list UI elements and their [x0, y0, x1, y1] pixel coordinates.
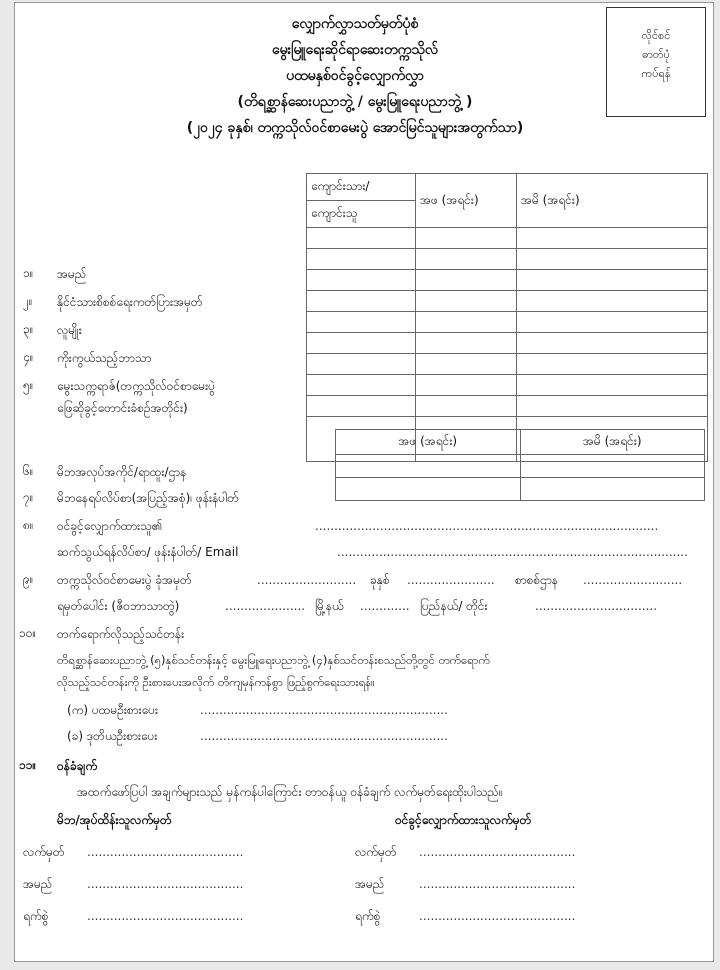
table-cell[interactable] — [517, 291, 708, 312]
table-cell[interactable] — [517, 333, 708, 354]
item-2-number: ၂။ — [23, 294, 33, 308]
table-cell[interactable] — [517, 270, 708, 291]
parent-name-label: အမည် — [23, 877, 53, 891]
item-3-label: လူမျိုး — [57, 323, 82, 337]
table-cell[interactable] — [517, 312, 708, 333]
item-8-label: ဝင်ခွင့်လျှောက်ထားသူ၏ — [57, 519, 163, 533]
item-10-para-2: လိုသည့်သင်တန်းကို ဦးစားပေးအလိုက် တိကျမှန်ကန်စွာ ဖြည့်စွက်ရေးသားရန်။ — [57, 675, 375, 689]
item-6-number: ၆။ — [23, 464, 34, 478]
table-cell[interactable] — [307, 333, 416, 354]
table-cell[interactable] — [416, 375, 517, 396]
item-5-label: မွေးသက္ကရာဇ်(တက္ကသိုလ်ဝင်စာမေးပွဲ — [57, 379, 216, 393]
table-cell[interactable] — [416, 396, 517, 417]
table-cell[interactable] — [416, 333, 517, 354]
table2-father-header: အဖ (အရင်း) — [336, 430, 521, 455]
photo-box — [606, 7, 706, 117]
table-cell[interactable] — [517, 375, 708, 396]
table-cell[interactable] — [336, 478, 521, 501]
table-cell[interactable] — [517, 249, 708, 270]
header-line-1: လျှောက်လွှာသတ်မှတ်ပုံစံ — [291, 16, 419, 32]
table-cell[interactable] — [416, 270, 517, 291]
table-cell[interactable] — [416, 354, 517, 375]
item-2-label: နိုင်ငံသားစိစစ်ရေးကတ်ပြားအမှတ် — [57, 295, 203, 309]
item-9-seat-fill[interactable]: .......................... — [257, 573, 357, 587]
header-line-5: (၂၀၂၄ ခုနှစ်၊ တက္ကသိုလ်ဝင်စာမေးပွဲ အောင်မြင်သူများအတွက်သာ) — [186, 120, 524, 136]
table-cell[interactable] — [520, 455, 705, 478]
parent-signature-title: မိဘ/အုပ်ထိန်းသူလက်မှတ် — [57, 813, 172, 827]
table-cell[interactable] — [307, 228, 416, 249]
item-9-seat-label: တက္ကသိုလ်ဝင်စာမေးပွဲ ခုံအမှတ် — [57, 573, 192, 587]
item-10-choice-a-fill[interactable]: ................................................................. — [200, 703, 448, 717]
table-cell[interactable] — [416, 249, 517, 270]
item-10-label: တက်ရောက်လိုသည့်သင်တန်း — [57, 627, 185, 641]
item-5-number: ၅။ — [23, 378, 34, 392]
item-5-label-cont: ဖြေဆိုခွင့်တောင်းခံစဉ်အတိုင်း) — [57, 401, 188, 415]
item-7-number: ၇။ — [23, 490, 34, 504]
table-cell[interactable] — [416, 228, 517, 249]
item-9-marks-label: ရမှတ်ပေါင်း (ဇီဝဘာသာတွဲ) — [57, 599, 180, 613]
item-9-center-label: စာစစ်ဌာန — [515, 573, 558, 587]
item-9-township-label: မြို့နယ် — [315, 599, 344, 613]
item-9-township-fill[interactable]: ............. — [360, 599, 410, 613]
table-cell[interactable] — [520, 478, 705, 501]
form-header — [105, 11, 605, 141]
table1-mother-header: အမိ (အရင်း) — [517, 174, 708, 228]
table-cell[interactable] — [416, 291, 517, 312]
item-4-label: ကိုးကွယ်သည့်ဘာသာ — [57, 351, 152, 365]
table1-student-header-2: ကျောင်းသူ — [307, 201, 416, 228]
parent-sign-fill[interactable]: ......................................... — [87, 845, 244, 859]
application-form-page — [14, 2, 714, 962]
item-9-state-fill[interactable]: ................................ — [535, 599, 658, 613]
photo-box-line-1: လိုင်စင် — [641, 29, 671, 42]
table1-father-header: အဖ (အရင်း) — [416, 174, 517, 228]
item-7-label: မိဘနေရပ်လိပ်စာ(အပြည့်အစုံ)၊ ဖုန်းနံပါတ် — [57, 491, 239, 505]
applicant-date-label: ရက်စွဲ — [355, 909, 381, 923]
item-9-number: ၉။ — [23, 572, 34, 586]
item-9-year-label: ခုနှစ် — [370, 573, 390, 587]
item-10-choice-b-fill[interactable]: ................................................................. — [200, 729, 448, 743]
table-cell[interactable] — [517, 354, 708, 375]
parent-name-fill[interactable]: ......................................... — [87, 877, 244, 891]
table1-student-header: ကျောင်းသား/ — [307, 174, 416, 201]
item-8-label-cont: ဆက်သွယ်ရန်လိပ်စာ/ ဖုန်းနံပါတ်/ Email — [57, 545, 239, 559]
item-10-para-1: တိရစ္ဆာန်ဆေးပညာဘွဲ့ (၅)နှစ်သင်တန်းနှင့် မွေးမြူရေးပညာဘွဲ့ (၄)နှစ်သင်တန်းစသည်တို့တွင် တက်ရောက် — [57, 653, 490, 667]
table-cell[interactable] — [336, 455, 521, 478]
parent-date-label: ရက်စွဲ — [23, 909, 49, 923]
header-line-4: (တိရစ္ဆာန်ဆေးပညာဘွဲ့ / မွေးမြူရေးပညာဘွဲ့ ) — [237, 94, 473, 110]
table-cell[interactable] — [416, 312, 517, 333]
item-10-number: ၁၀။ — [19, 626, 37, 640]
table-cell[interactable] — [307, 396, 416, 417]
applicant-name-fill[interactable]: ......................................... — [419, 877, 576, 891]
item-3-number: ၃။ — [23, 322, 34, 336]
item-9-year-fill[interactable]: ....................... — [407, 573, 495, 587]
table-cell[interactable] — [517, 396, 708, 417]
item-9-state-label: ပြည်နယ်/ တိုင်း — [420, 599, 488, 613]
parents-info-table — [335, 429, 705, 501]
header-line-2: မွေးမြူရေးဆိုင်ရာဆေးတက္ကသိုလ် — [272, 42, 438, 58]
item-11-declaration: အထက်ဖော်ပြပါ အချက်များသည် မှန်ကန်ပါကြောင်း တာဝန်ယူ ဝန်ခံချက် လက်မှတ်ရေးထိုးပါသည်။ — [77, 785, 503, 799]
applicant-name-label: အမည် — [355, 877, 385, 891]
item-1-number: ၁။ — [23, 266, 34, 280]
table2-mother-header: အမိ (အရင်း) — [520, 430, 705, 455]
applicant-date-fill[interactable]: ......................................... — [419, 909, 576, 923]
table-cell[interactable] — [307, 354, 416, 375]
table-cell[interactable] — [307, 375, 416, 396]
item-1-label: အမည် — [57, 267, 87, 281]
photo-box-line-3: ကပ်ရန် — [641, 67, 671, 80]
item-8-fill-line[interactable]: .......................................................................................... — [315, 519, 659, 533]
applicant-signature-title: ဝင်ခွင့်လျှောက်ထားသူလက်မှတ် — [395, 813, 532, 827]
item-6-label: မိဘအလုပ်အကိုင်/ရာထူး/ဌာန — [57, 465, 187, 479]
applicant-sign-label: လက်မှတ် — [355, 845, 397, 859]
parent-sign-label: လက်မှတ် — [23, 845, 65, 859]
table-cell[interactable] — [307, 249, 416, 270]
item-11-number: ၁၁။ — [19, 758, 37, 772]
table-cell[interactable] — [307, 291, 416, 312]
item-10-choice-b-label: (ခ) ဒုတိယဦးစားပေး — [67, 729, 158, 743]
photo-box-line-2: ဓာတ်ပုံ — [642, 48, 670, 61]
item-11-label: ဝန်ခံချက် — [57, 759, 98, 773]
table-cell[interactable] — [307, 270, 416, 291]
item-4-number: ၄။ — [23, 350, 34, 364]
item-9-center-fill[interactable]: .......................... — [583, 573, 683, 587]
applicant-sign-fill[interactable]: ......................................... — [419, 845, 576, 859]
table-cell[interactable] — [307, 312, 416, 333]
item-8-number: ၈။ — [23, 518, 34, 532]
item-8-contact-fill-line[interactable]: ............................................................................................ — [337, 545, 688, 559]
table-cell[interactable] — [517, 228, 708, 249]
parent-date-fill[interactable]: ......................................... — [87, 909, 244, 923]
item-9-marks-fill[interactable]: ..................... — [225, 599, 306, 613]
personal-info-table — [306, 173, 708, 462]
header-line-3: ပထမနှစ်ဝင်ခွင့်လျှောက်လွှာ — [286, 68, 424, 84]
item-10-choice-a-label: (က) ပထမဦးစားပေး — [67, 703, 159, 717]
